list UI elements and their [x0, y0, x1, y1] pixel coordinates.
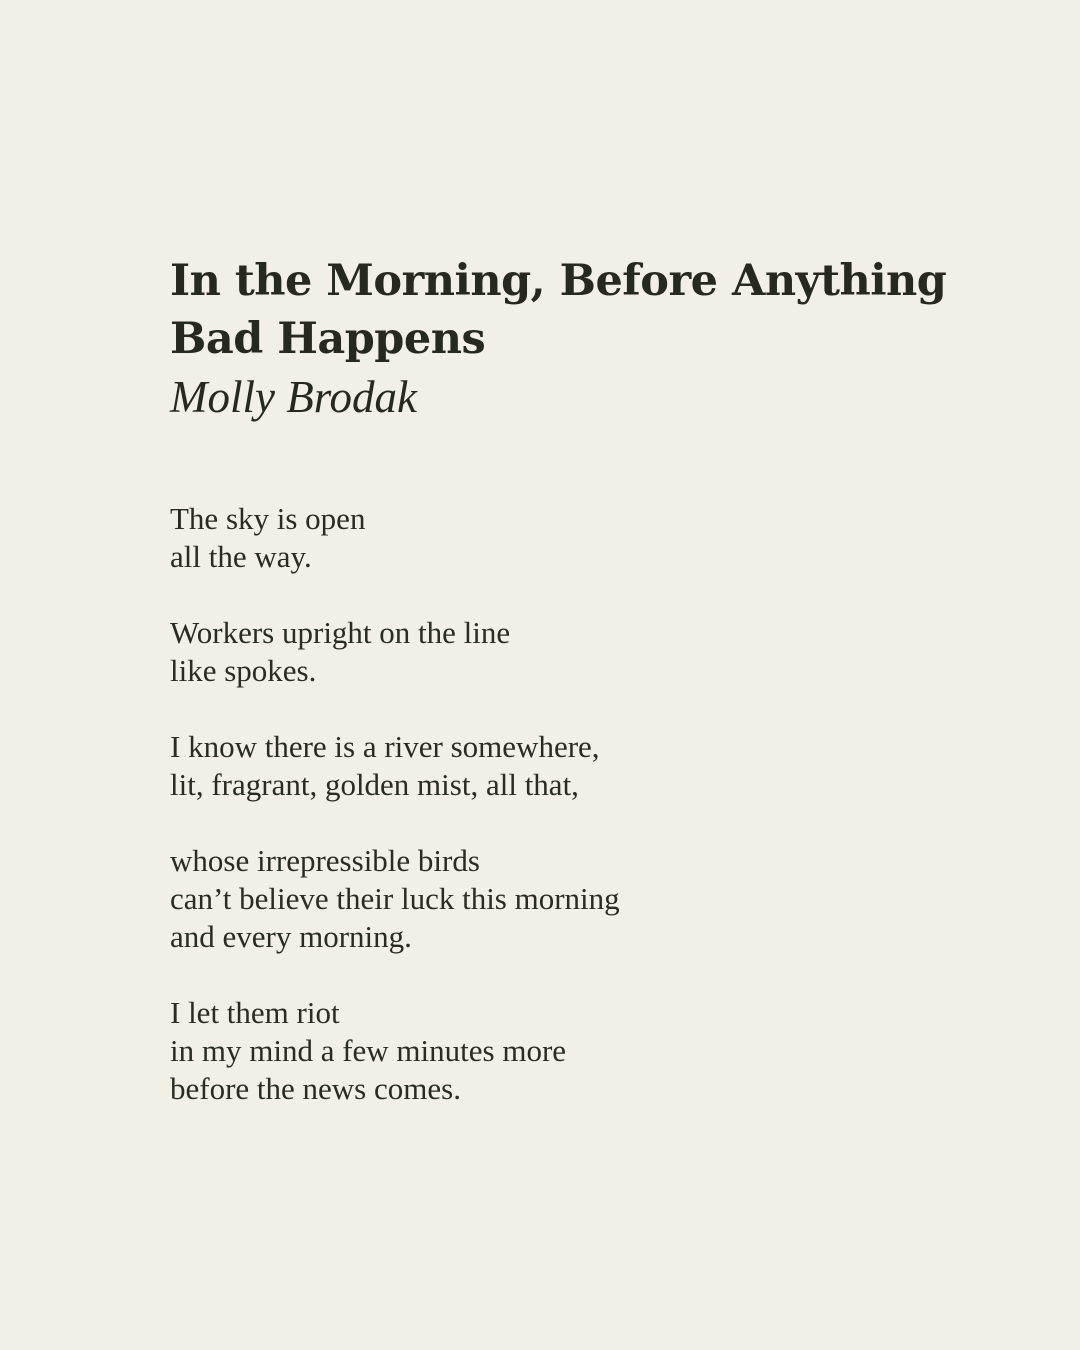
- stanza-5: [170, 994, 930, 1108]
- stanza-2: [170, 614, 930, 690]
- stanza-1: [170, 500, 930, 576]
- poem-title-line-2: Bad Happens: [170, 314, 486, 364]
- poem-line: in my mind a few minutes more: [170, 1033, 567, 1068]
- poem-line: and every morning.: [170, 919, 412, 954]
- poem-line: I let them riot: [170, 995, 340, 1030]
- poem-line: like spokes.: [170, 653, 317, 688]
- poem-line: The sky is open: [170, 501, 366, 536]
- poem-body: [170, 500, 930, 1108]
- poem-author: Molly Brodak: [170, 372, 418, 422]
- stanza-3: [170, 728, 930, 804]
- poem-line: whose irrepressible birds: [170, 843, 480, 878]
- poem-line: can’t believe their luck this morning: [170, 881, 620, 916]
- poem-title-line-1: In the Morning, Before Anything: [170, 256, 947, 306]
- stanza-4: [170, 842, 930, 956]
- poem-title: [170, 252, 990, 368]
- poem-line: lit, fragrant, golden mist, all that,: [170, 767, 579, 802]
- poem-line: all the way.: [170, 539, 312, 574]
- poem-line: Workers upright on the line: [170, 615, 511, 650]
- poem-line: before the news comes.: [170, 1071, 461, 1106]
- title-block: [170, 252, 990, 426]
- poem-line: I know there is a river somewhere,: [170, 729, 600, 764]
